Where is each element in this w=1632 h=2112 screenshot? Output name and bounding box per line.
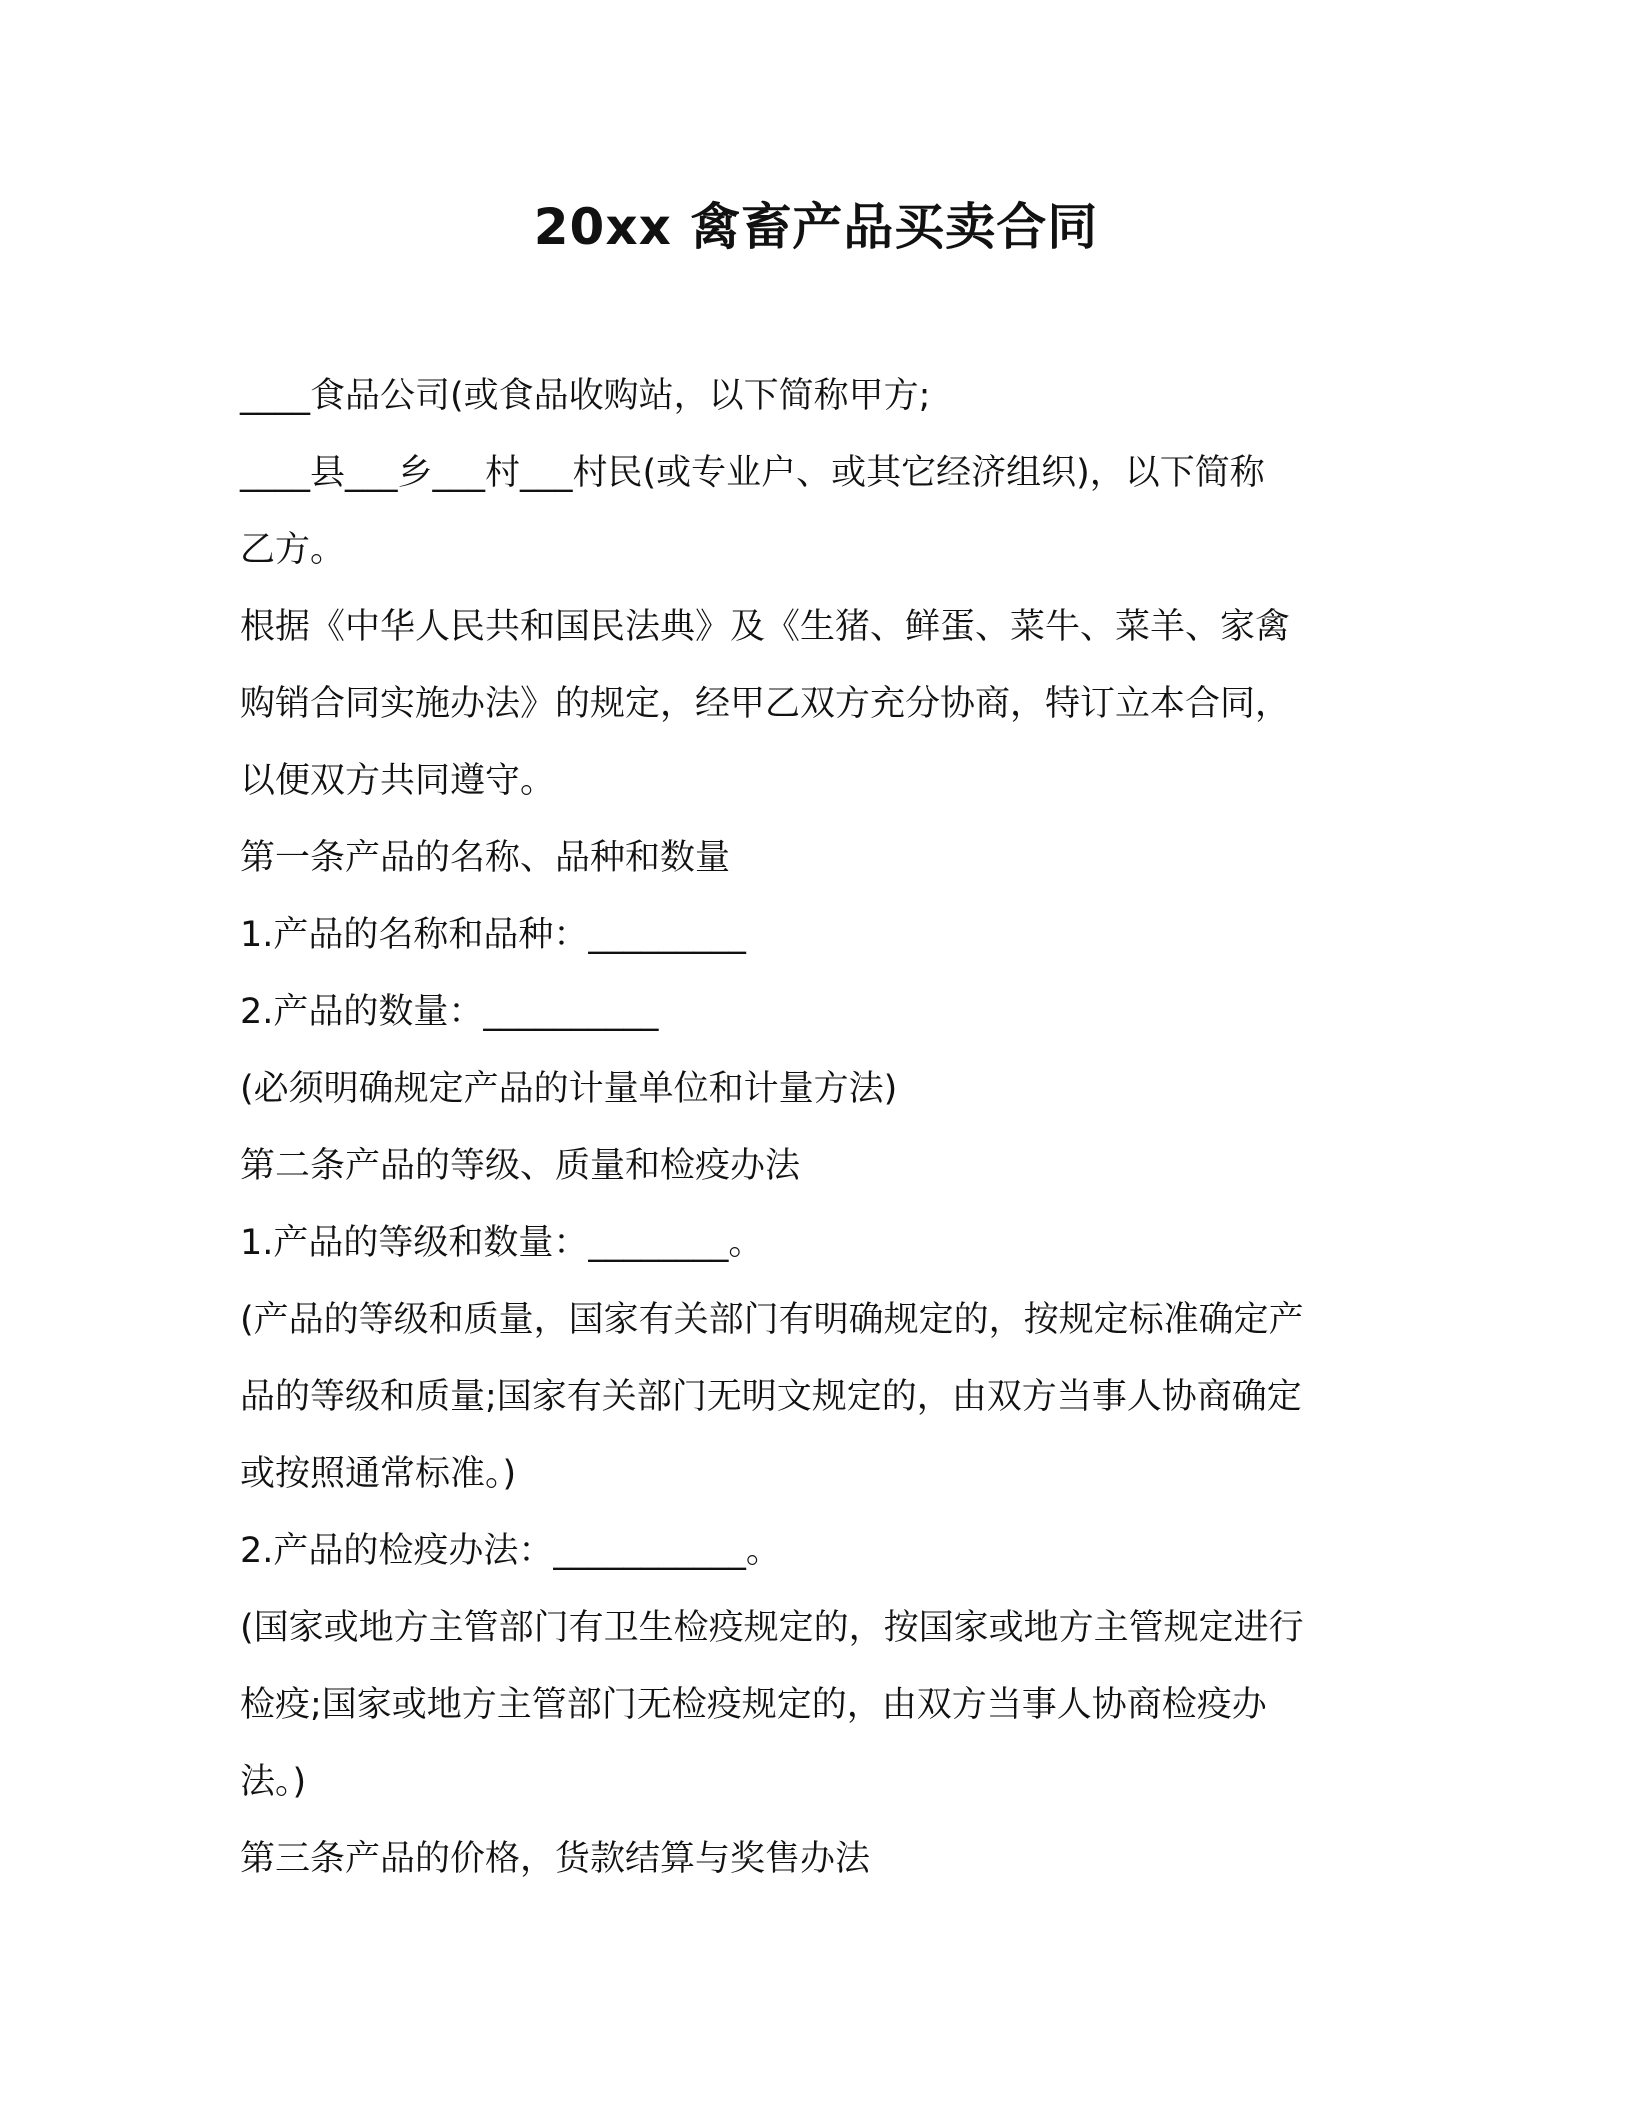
- article-1-item-2: 2.产品的数量：__________: [240, 992, 659, 1032]
- article-1-heading: 第一条产品的名称、品种和数量: [240, 838, 731, 878]
- article-1-item-1: 1.产品的名称和品种：_________: [240, 915, 746, 955]
- document-body: [240, 358, 1380, 1898]
- party-b-line-cont: 乙方。: [240, 530, 346, 570]
- article-2-item-2: 2.产品的检疫办法：___________。: [240, 1531, 781, 1571]
- article-2-note-2-line-3: 法。): [240, 1762, 307, 1802]
- article-2-note-1-line-2: 品的等级和质量;国家有关部门无明文规定的，由双方当事人协商确定: [240, 1377, 1302, 1417]
- article-3-heading: 第三条产品的价格，货款结算与奖售办法: [240, 1839, 871, 1879]
- article-2-note-1-line-3: 或按照通常标准。): [240, 1454, 517, 1494]
- preamble-line-3: 以便双方共同遵守。: [240, 761, 556, 801]
- preamble-line-2: 购销合同实施办法》的规定，经甲乙双方充分协商，特订立本合同，: [240, 684, 1291, 724]
- article-2-note-2-line-1: (国家或地方主管部门有卫生检疫规定的，按国家或地方主管规定进行: [240, 1608, 1304, 1648]
- party-a-line: ____食品公司(或食品收购站，以下简称甲方;: [240, 376, 931, 416]
- preamble-line-1: 根据《中华人民共和国民法典》及《生猪、鲜蛋、菜牛、菜羊、家禽: [240, 607, 1291, 647]
- document-title: 20xx 禽畜产品买卖合同: [533, 198, 1099, 256]
- article-2-note-1-line-1: (产品的等级和质量，国家有关部门有明确规定的，按规定标准确定产: [240, 1300, 1304, 1340]
- article-2-heading: 第二条产品的等级、质量和检疫办法: [240, 1146, 801, 1186]
- article-1-note: (必须明确规定产品的计量单位和计量方法): [240, 1069, 898, 1109]
- party-b-line: ____县___乡___村___村民(或专业户、或其它经济组织)，以下简称: [240, 453, 1265, 493]
- article-2-note-2-line-2: 检疫;国家或地方主管部门无检疫规定的，由双方当事人协商检疫办: [240, 1685, 1267, 1725]
- article-2-item-1: 1.产品的等级和数量：________。: [240, 1223, 764, 1263]
